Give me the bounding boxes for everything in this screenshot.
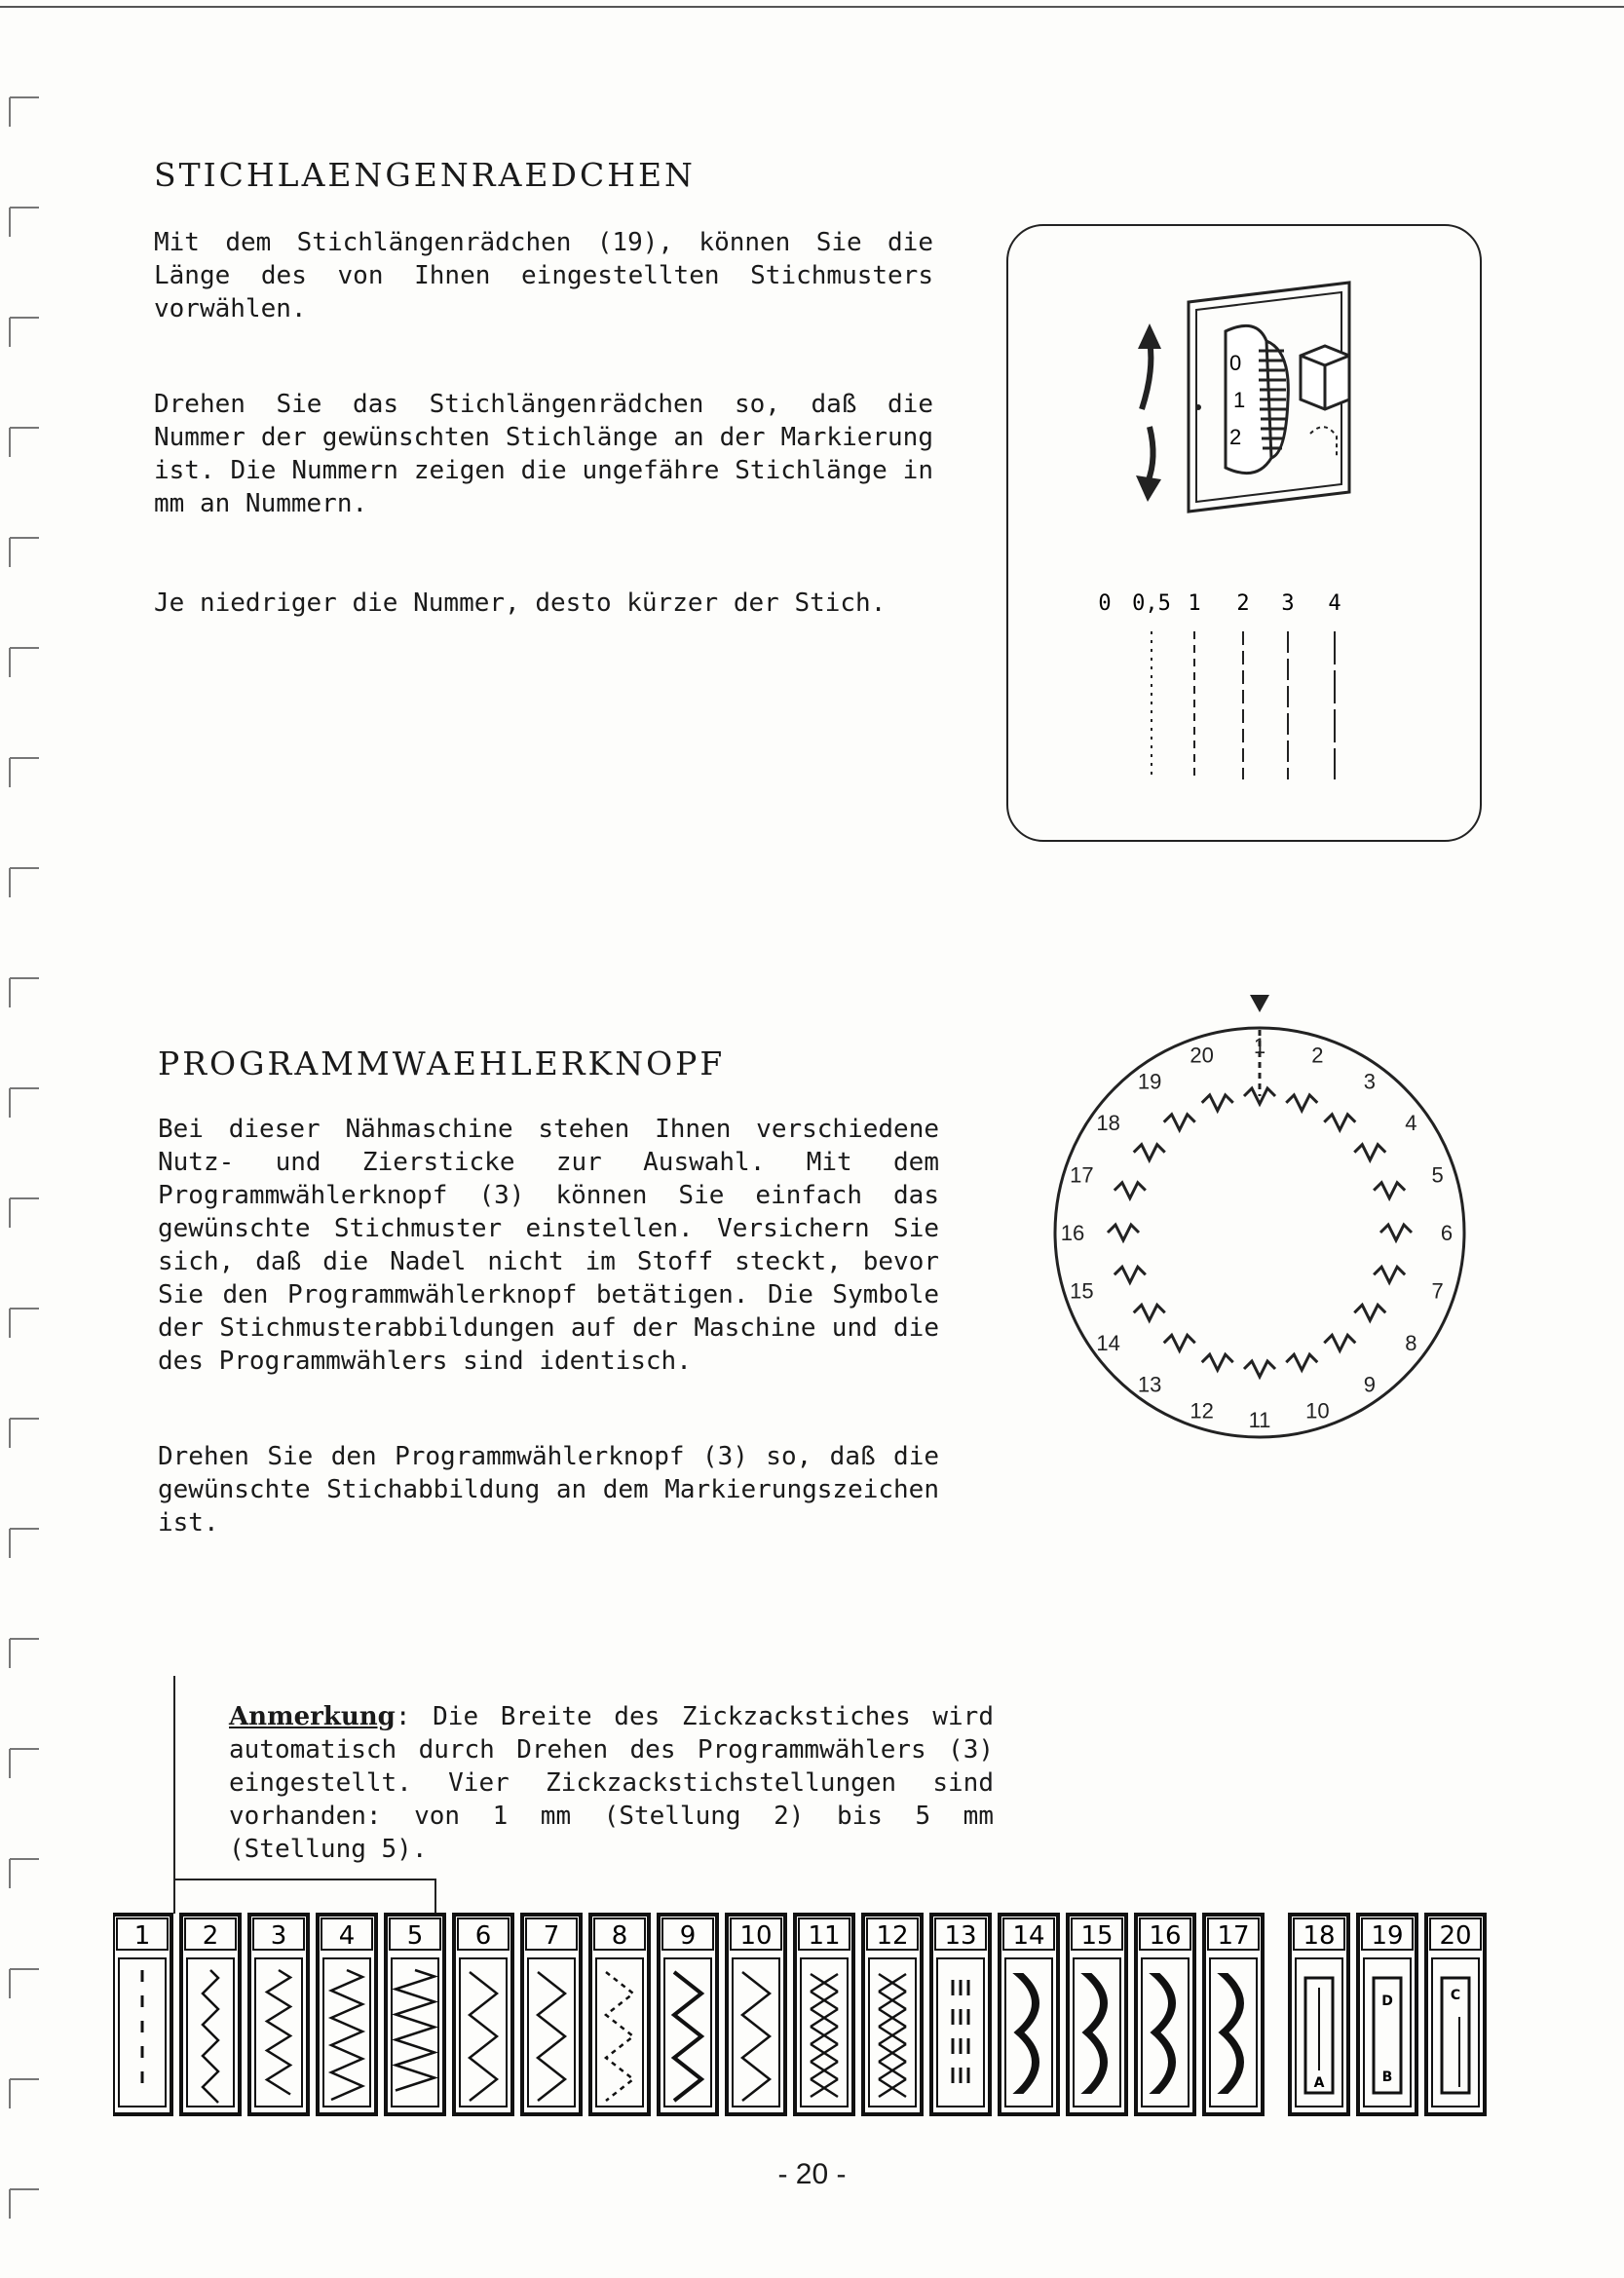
stitch-card-12 (863, 1915, 922, 2114)
dial-number-7: 7 (1431, 1278, 1444, 1304)
stitch-card-3 (249, 1915, 308, 2114)
stitch-card-20 (1426, 1915, 1485, 2114)
dial-pattern-icon-9 (1324, 1335, 1355, 1350)
stitch-icon-12 (879, 1974, 906, 2097)
stitch-icon-17 (1220, 1974, 1243, 2093)
dial-number-6: 6 (1440, 1221, 1454, 1245)
dial-number-10: 10 (1305, 1398, 1330, 1424)
stitch-card-number-4: 4 (338, 1921, 356, 1951)
stitch-card-7 (522, 1915, 581, 2114)
scale-label-4: 4 (1328, 591, 1341, 616)
dial-marker-icon (1250, 995, 1269, 1012)
paragraph-stitch-length-turn: Drehen Sie das Stichlängenrädchen so, daß die Nummer der gewünschten Stichlänge an der Markierung ist. Die Nummern zeigen die ungefähre Stichlänge in mm an Nummern. (154, 390, 933, 518)
dial-pattern-icon-11 (1244, 1361, 1275, 1377)
note-bracket-bottom (173, 1879, 436, 1880)
dial-label-2: 2 (1229, 425, 1242, 449)
stitch-card-number-1: 1 (133, 1921, 151, 1951)
stitch-card-number-3: 3 (270, 1921, 287, 1951)
dial-pattern-icon-19 (1164, 1115, 1195, 1130)
stitch-card-number-14: 14 (1012, 1921, 1045, 1951)
stitch-card-4 (318, 1915, 376, 2114)
dial-pattern-icon-13 (1164, 1335, 1195, 1350)
dial-number-14: 14 (1096, 1330, 1120, 1355)
stitch-card-number-6: 6 (474, 1921, 492, 1951)
dial-number-2: 2 (1311, 1043, 1324, 1068)
card-letter-18-A: A (1313, 2075, 1325, 2091)
stitch-card-9 (659, 1915, 717, 2114)
note-block (229, 1700, 994, 1866)
stitch-card-6 (454, 1915, 512, 2114)
stitch-card-number-8: 8 (611, 1921, 628, 1951)
note-title: Anmerkung (229, 1702, 396, 1731)
stitch-card-19 (1358, 1915, 1416, 2114)
stitch-icon-9 (674, 1972, 701, 2101)
stitch-pattern-chart (113, 1910, 1496, 2119)
stitch-card-8 (590, 1915, 649, 2114)
dial-pattern-icon-10 (1286, 1354, 1317, 1370)
stitch-card-15 (1068, 1915, 1126, 2114)
note-bracket-line (173, 1676, 175, 1890)
dial-number-13: 13 (1137, 1372, 1162, 1397)
dial-number-1: 1 (1253, 1034, 1266, 1058)
dial-label-0: 0 (1229, 351, 1242, 375)
dial-pattern-icon-15 (1114, 1267, 1146, 1282)
stitch-length-scale (1081, 585, 1374, 789)
stitch-icon-15 (1083, 1974, 1107, 2093)
stitch-length-dial-figure (1111, 263, 1383, 526)
card-letter-19-D: D (1381, 1993, 1393, 2009)
scale-label-0-5: 0,5 (1132, 591, 1171, 616)
dial-pattern-icon-7 (1374, 1267, 1405, 1282)
card-letter-20-C: C (1450, 1988, 1461, 2003)
paragraph-stitch-length-intro: Mit dem Stichlängenrädchen (19), können Sie die Länge des von Ihnen eingestellten Stichmusters vorwählen. (154, 228, 933, 323)
note-bracket-right (434, 1879, 436, 1914)
paragraph-program-selector-intro: Bei dieser Nähmaschine stehen Ihnen verschiedene Nutz- und Ziersticke zur Auswahl. Mit dem Programmwählerknopf (3) können Sie einfach das gewünschte Stichmuster einstellen. Versichern Sie sich, daß die Nadel nicht im Stoff steckt, bevor Sie den Programmwählerknopf betätigen. Die Symbole der Stichmusterabbildungen auf der Maschine und die des Programmwählers sind identisch. (158, 1115, 939, 1376)
top-edge-line (0, 6, 1624, 8)
dial-pattern-icon-18 (1134, 1145, 1165, 1160)
dial-number-19: 19 (1137, 1069, 1162, 1094)
stitch-card-18 (1290, 1915, 1348, 2114)
stitch-icon-10 (742, 1972, 770, 2101)
stitch-card-number-20: 20 (1439, 1921, 1472, 1951)
stitch-icon-14 (1015, 1974, 1039, 2093)
stitch-card-number-5: 5 (406, 1921, 424, 1951)
stitch-card-number-9: 9 (679, 1921, 697, 1951)
stitch-card-13 (931, 1915, 990, 2114)
dial-pattern-icon-8 (1354, 1305, 1385, 1320)
note-text: : Die Breite des Zickzackstiches wird automatisch durch Drehen des Programmwählers (3) eingestellt. Vier Zickzackstichstellungen sind vorhanden: von 1 mm (Stellung 2) bis 5 mm (Stellung 5). (229, 1702, 994, 1864)
dial-number-9: 9 (1363, 1372, 1376, 1397)
dial-label-1: 1 (1233, 388, 1246, 412)
paragraph-program-selector-turn: Drehen Sie den Programmwählerknopf (3) so, daß die gewünschte Stichabbildung an dem Markierungszeichen ist. (158, 1442, 939, 1538)
stitch-icon-2 (203, 1970, 218, 2103)
stitch-card-number-15: 15 (1080, 1921, 1114, 1951)
dial-pattern-icon-16 (1108, 1225, 1139, 1240)
stitch-card-number-19: 19 (1371, 1921, 1404, 1951)
stitch-card-17 (1204, 1915, 1263, 2114)
stitch-card-number-17: 17 (1217, 1921, 1250, 1951)
program-selector-dial (1047, 989, 1466, 1447)
stitch-icon-11 (811, 1974, 838, 2097)
stitch-card-number-12: 12 (876, 1921, 909, 1951)
stitch-card-number-2: 2 (202, 1921, 219, 1951)
stitch-icon-7 (538, 1972, 565, 2101)
binding-marks (0, 0, 58, 2278)
stitch-card-number-11: 11 (808, 1921, 841, 1951)
stitch-card-5 (386, 1915, 444, 2114)
stitch-card-16 (1136, 1915, 1194, 2114)
stitch-card-number-18: 18 (1303, 1921, 1336, 1951)
scale-label-3: 3 (1281, 591, 1295, 616)
dial-pattern-icon-2 (1286, 1095, 1317, 1111)
dial-number-20: 20 (1190, 1043, 1214, 1068)
dial-pattern-icon-4 (1354, 1145, 1385, 1160)
dial-pattern-icon-6 (1380, 1225, 1412, 1240)
dial-pattern-icon-17 (1114, 1183, 1146, 1198)
dial-pattern-icon-5 (1374, 1183, 1405, 1198)
stitch-card-1 (113, 1915, 171, 2114)
stitch-card-11 (795, 1915, 853, 2114)
stitch-icon-5 (396, 1970, 434, 2091)
dial-pattern-icon-3 (1324, 1115, 1355, 1130)
dial-number-8: 8 (1405, 1330, 1417, 1355)
scale-label-0: 0 (1098, 591, 1112, 616)
stitch-card-number-10: 10 (739, 1921, 773, 1951)
dial-number-3: 3 (1363, 1069, 1376, 1094)
stitch-icon-13 (953, 1980, 968, 2083)
scale-label-1: 1 (1188, 591, 1201, 616)
section-title-program-selector: PROGRAMMWAEHLERKNOPF (158, 1044, 726, 1082)
dial-number-18: 18 (1096, 1111, 1120, 1136)
stitch-card-14 (1000, 1915, 1058, 2114)
dial-number-11: 11 (1248, 1408, 1271, 1432)
stitch-icon-6 (470, 1972, 497, 2101)
stitch-card-number-13: 13 (944, 1921, 977, 1951)
dial-number-5: 5 (1431, 1162, 1444, 1188)
dial-number-15: 15 (1070, 1278, 1094, 1304)
stitch-card-10 (727, 1915, 785, 2114)
stitch-card-number-7: 7 (543, 1921, 560, 1951)
section-title-stitch-length: STICHLAENGENRAEDCHEN (154, 156, 696, 194)
stitch-card-number-16: 16 (1149, 1921, 1182, 1951)
dial-number-12: 12 (1190, 1398, 1214, 1424)
scale-label-2: 2 (1236, 591, 1250, 616)
paragraph-stitch-length-short: Je niedriger die Nummer, desto kürzer der Stich. (154, 588, 887, 618)
stitch-icon-4 (331, 1970, 362, 2100)
dial-pattern-icon-20 (1202, 1095, 1233, 1111)
stitch-icon-3 (267, 1970, 290, 2095)
dial-pattern-icon-14 (1134, 1305, 1165, 1320)
dial-number-4: 4 (1405, 1111, 1417, 1136)
page-number: - 20 - (777, 2158, 847, 2190)
stitch-icon-16 (1152, 1974, 1175, 2093)
dial-number-16: 16 (1060, 1221, 1085, 1245)
stitch-card-2 (181, 1915, 240, 2114)
dial-number-17: 17 (1070, 1162, 1094, 1188)
card-letter-19-B: B (1381, 2069, 1393, 2085)
note-bracket-left (173, 1879, 175, 1914)
dial-pattern-icon-12 (1202, 1354, 1233, 1370)
stitch-icon-8 (606, 1972, 633, 2101)
